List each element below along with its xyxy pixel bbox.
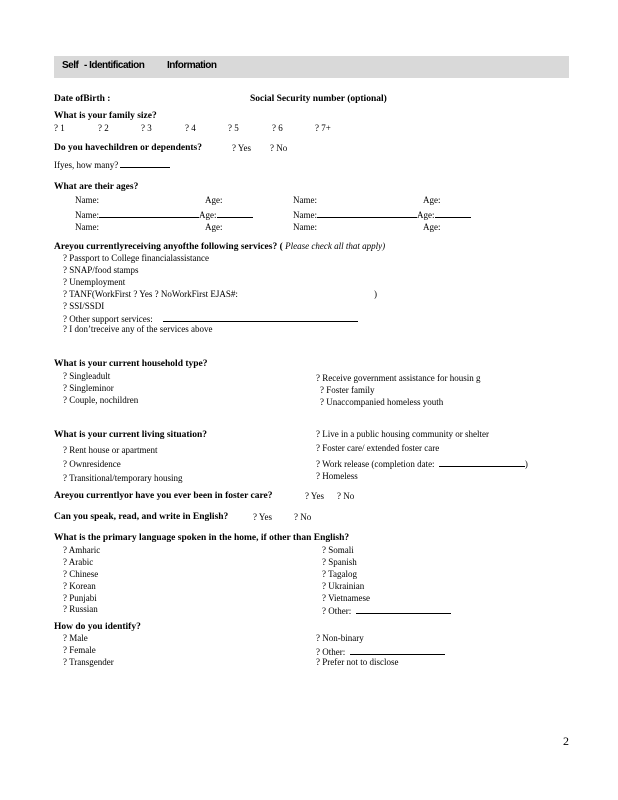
family-size-6[interactable]: ? 6 [272, 123, 283, 133]
lang-russian[interactable]: ? Russian [63, 604, 98, 614]
identify-other: ? Other: [316, 645, 445, 657]
age-field[interactable] [435, 208, 471, 218]
foster-question: Areyou currentlyor have you ever been in foster care? [54, 491, 273, 501]
children-question: Do you havechildren or dependents? [54, 143, 202, 153]
family-size-1[interactable]: ? 1 [54, 123, 65, 133]
name-field[interactable] [317, 208, 417, 218]
service-tanf[interactable]: ? TANF(WorkFirst ? Yes ? NoWorkFirst EJAS#: [63, 289, 238, 299]
service-none[interactable]: ? I don’treceive any of the services above [63, 324, 213, 334]
family-size-4[interactable]: ? 4 [185, 123, 196, 133]
household-single-adult[interactable]: ? Singleadult [63, 371, 111, 381]
living-own[interactable]: ? Ownresidence [63, 459, 121, 469]
service-unemployment[interactable]: ? Unemployment [63, 277, 126, 287]
ages-age-label: Age: [205, 222, 223, 232]
lang-arabic[interactable]: ? Arabic [63, 557, 94, 567]
lang-ukrainian[interactable]: ? Ukrainian [322, 581, 365, 591]
ages-name-label: Name: [293, 222, 317, 232]
foster-no[interactable]: ? No [337, 491, 355, 501]
living-transitional[interactable]: ? Transitional/temporary housing [63, 473, 183, 483]
header-part-1: Self [62, 60, 79, 71]
how-many-label [54, 158, 170, 170]
children-no[interactable]: ? No [270, 143, 288, 153]
household-couple[interactable]: ? Couple, nochildren [63, 395, 139, 405]
identify-question: How do you identify? [54, 622, 141, 632]
dob-label: Date ofBirth : [54, 94, 111, 104]
lang-amharic[interactable]: ? Amharic [63, 545, 101, 555]
section-header [54, 56, 569, 78]
family-size-3[interactable]: ? 3 [141, 123, 152, 133]
household-unaccompanied[interactable]: ? Unaccompanied homeless youth [320, 397, 444, 407]
service-ssi[interactable]: ? SSI/SSDI [63, 301, 105, 311]
services-question: Areyou currentlyreceiving anyofthe following services? ( Please check all that apply) [54, 241, 386, 252]
how-many-text: Ifyes, how many? [54, 160, 119, 170]
ages-name-label: Name: [75, 195, 99, 205]
living-public-housing[interactable]: ? Live in a public housing community or shelter [316, 429, 489, 439]
english-question: Can you speak, read, and write in English? [54, 512, 229, 522]
living-question: What is your current living situation? [54, 430, 207, 440]
service-passport[interactable]: ? Passport to College financialassistance [63, 253, 209, 263]
ages-name-label: Name: [75, 222, 99, 232]
lang-other: ? Other: [322, 604, 451, 616]
other-language-field[interactable] [356, 604, 451, 614]
completion-date-field[interactable] [439, 457, 525, 467]
lang-korean[interactable]: ? Korean [63, 581, 96, 591]
ages-question: What are their ages? [54, 182, 139, 192]
identify-nonbinary[interactable]: ? Non-binary [316, 633, 364, 643]
how-many-field[interactable] [120, 158, 170, 168]
family-size-5[interactable]: ? 5 [228, 123, 239, 133]
household-foster[interactable]: ? Foster family [320, 385, 375, 395]
living-work-release: ? Work release (completion date: ) [316, 459, 528, 469]
english-yes[interactable]: ? Yes [253, 512, 273, 522]
living-homeless[interactable]: ? Homeless [316, 471, 358, 481]
living-foster-care[interactable]: ? Foster care/ extended foster care [316, 443, 440, 453]
household-gov-assistance[interactable]: ? Receive government assistance for housin g [316, 373, 481, 383]
header-part-3: Information [167, 60, 217, 71]
identify-female[interactable]: ? Female [63, 645, 96, 655]
lang-somali[interactable]: ? Somali [322, 545, 354, 555]
header-part-2: - Identification [84, 60, 145, 71]
service-snap[interactable]: ? SNAP/food stamps [63, 265, 139, 275]
age-field[interactable] [217, 208, 253, 218]
foster-yes[interactable]: ? Yes [305, 491, 325, 501]
identify-male[interactable]: ? Male [63, 633, 88, 643]
family-size-7plus[interactable]: ? 7+ [315, 123, 331, 133]
household-question: What is your current household type? [54, 359, 208, 369]
other-services-field[interactable] [163, 312, 358, 322]
identify-transgender[interactable]: ? Transgender [63, 657, 114, 667]
ages-age-label: Age: [205, 195, 223, 205]
children-yes[interactable]: ? Yes [232, 143, 252, 153]
english-no[interactable]: ? No [294, 512, 312, 522]
ages-row-2-left: Name: Age: [75, 208, 253, 220]
identify-prefer-not[interactable]: ? Prefer not to disclose [316, 657, 399, 667]
lang-chinese[interactable]: ? Chinese [63, 569, 99, 579]
language-question: What is the primary language spoken in the home, if other than English? [54, 533, 350, 543]
ages-row-2-right: Name: Age: [293, 208, 471, 220]
tanf-close-paren: ) [374, 289, 377, 299]
ages-age-label: Age: [423, 195, 441, 205]
lang-tagalog[interactable]: ? Tagalog [322, 569, 357, 579]
family-size-2[interactable]: ? 2 [98, 123, 109, 133]
name-field[interactable] [99, 208, 199, 218]
services-note: Please check all that apply) [285, 241, 386, 251]
page-number: 2 [563, 734, 569, 748]
living-rent[interactable]: ? Rent house or apartment [63, 445, 158, 455]
ssn-label: Social Security number (optional) [250, 94, 387, 104]
service-other: ? Other support services: [63, 312, 358, 324]
family-size-question: What is your family size? [54, 111, 157, 121]
lang-spanish[interactable]: ? Spanish [322, 557, 357, 567]
lang-vietnamese[interactable]: ? Vietnamese [322, 593, 371, 603]
ages-age-label: Age: [423, 222, 441, 232]
ages-name-label: Name: [293, 195, 317, 205]
lang-punjabi[interactable]: ? Punjabi [63, 593, 97, 603]
other-identity-field[interactable] [350, 645, 445, 655]
household-single-minor[interactable]: ? Singleminor [63, 383, 114, 393]
